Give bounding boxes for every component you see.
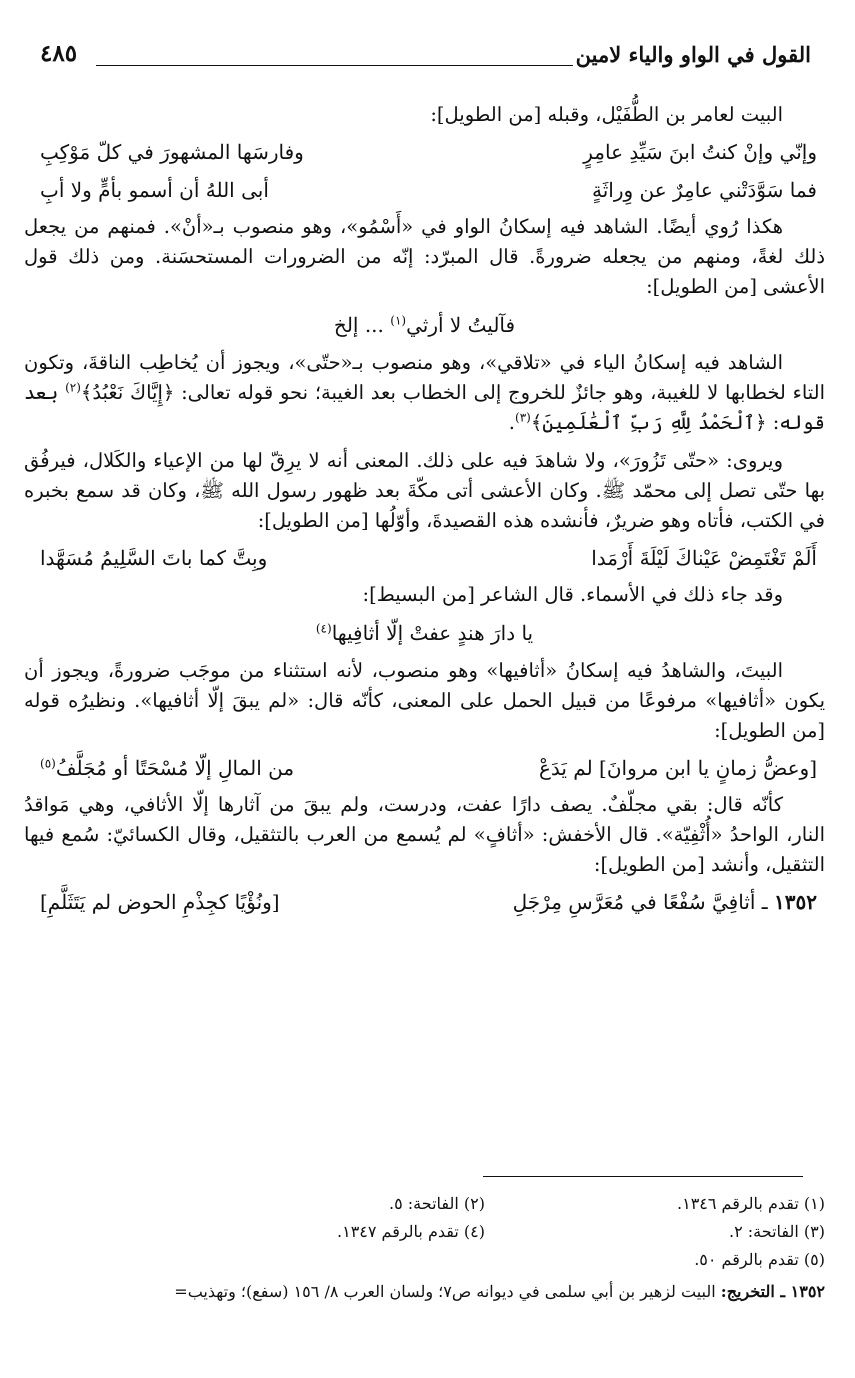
running-title: القول في الواو والياء لامين — [575, 42, 811, 67]
footnote-4: (٤) تقدم بالرقم ١٣٤٧. — [337, 1222, 485, 1241]
verse-line-3 — [40, 542, 817, 574]
verse-5-second-hemistich: [ونُؤْيًا كجِذْمِ الحوض لم يَتَثَلَّمِ] — [40, 890, 280, 914]
paragraph-3-end: . — [508, 411, 515, 434]
verse-line-2 — [40, 174, 817, 206]
footnote-row-1 — [24, 1190, 825, 1218]
takhrij-label: ١٣٥٢ ـ التخريج: — [720, 1282, 825, 1301]
quoted-hemistich-1 — [24, 308, 825, 342]
page-header — [40, 38, 811, 78]
paragraph-3 — [24, 348, 825, 438]
footnote-ref-4: (٤) — [315, 621, 332, 636]
paragraph-3-middle: بعد قوله: ﴿ٱلْحَمْدُ لِلَّهِ رَبِّ ٱلْعَٰلَمِينَ﴾ — [24, 381, 825, 434]
verse-line-4 — [40, 752, 817, 784]
verse-line-5 — [40, 886, 817, 918]
verse-4-second-hemistich — [40, 752, 294, 784]
paragraph-6: البيتَ، والشاهدُ فيه إسكانُ «أثافيها» وهو منصوب، لأنه استثناء من موجَب ضرورةً، ويجوز أن يكون «أثافيها» مرفوعًا من قبيل الحمل على المعنى، كأنّه قال: «لم يبقَ إلّا أثافيها». ونظيرُه قوله [من الطويل]: — [24, 659, 825, 742]
footnote-row-3 — [24, 1246, 825, 1274]
verse-4-first-hemistich: [وعضُّ زمانٍ يا ابن مروانَ] لم يَدَعْ — [538, 756, 817, 780]
header-rule — [96, 65, 573, 66]
paragraph-3-text: الشاهد فيه إسكانُ الياء في «تلاقي»، وهو منصوب بـ«حتّى»، ويجوز أن يُخاطِب الناقةَ، وتكون التاء لخطابها لا للغيبة، وهو جائزٌ للخروج إلى الخطاب بعد الغيبة؛ نحو قوله تعالى: ﴿إِيَّاكَ نَعْبُدُ﴾ — [24, 351, 826, 404]
verse-3-second-hemistich: وبِتَّ كما باتَ السَّلِيمُ مُسَهَّدا — [40, 546, 268, 570]
footnote-5: (٥) تقدم بالرقم ٥٠. — [694, 1250, 825, 1269]
footnote-ref-1: (١) — [390, 313, 407, 328]
paragraph-4: ويروى: «حتّى تَزُورَ»، ولا شاهدَ فيه على ذلك. المعنى أنه لا يرِقّ لها من الإعياء والكَلال، فيرفُق بها حتّى تصل إلى محمّد ﷺ. وكان الأعشى أتى مكّةَ بعد ظهور رسول الله ﷺ، وكان قد سمع بخبره في الكتب، فأتاه وهو ضريرٌ، فأنشده هذه القصيدةَ، وأوّلُها [من الطويل]: — [24, 449, 825, 532]
footnotes — [24, 1190, 825, 1306]
footnote-3: (٣) الفاتحة: ٢. — [729, 1222, 825, 1241]
verse-5-first-hemistich: ١٣٥٢ ـ أثافِيَّ سُفْعًا في مُعَرَّسِ مِرْجَلِ — [512, 890, 817, 914]
verse-1-second-hemistich: وفارسَها المشهورَ في كلّ مَوْكِبِ — [40, 140, 304, 164]
takhrij-note — [24, 1278, 825, 1306]
verse-2-second-hemistich: أبى اللهُ أن أسمو بأمٍّ ولا أبِ — [40, 178, 269, 202]
footnotes-rule — [483, 1176, 803, 1177]
footnote-row-2 — [24, 1218, 825, 1246]
footnote-2: (٢) الفاتحة: ٥. — [389, 1194, 485, 1213]
hemistich-2-text: يا دارَ هندٍ عفتْ إلّا أثافِيها — [331, 621, 534, 645]
main-text — [24, 100, 825, 924]
page-number: ٤٨٥ — [40, 40, 78, 67]
verse-2-first-hemistich: فما سَوَّدَتْني عامِرٌ عن وِراثَةٍ — [591, 178, 817, 202]
verse-line-1 — [40, 136, 817, 168]
verse-1-first-hemistich: وإنّي وإنْ كنتُ ابنَ سَيِّدِ عامِرٍ — [583, 140, 817, 164]
footnote-ref-3: (٣) — [515, 410, 531, 425]
footnote-ref-5: (٥) — [40, 756, 56, 771]
quoted-hemistich-2 — [24, 616, 825, 650]
footnote-ref-2: (٢) — [65, 380, 81, 395]
verse-number: ١٣٥٢ — [774, 890, 817, 914]
verse-5-first-text: أثافِيَّ سُفْعًا في مُعَرَّسِ مِرْجَلِ — [512, 890, 756, 914]
verse-3-first-hemistich: أَلَمْ تَغْتَمِضْ عَيْناكَ لَيْلَةَ أَرْمَدا — [591, 546, 817, 570]
paragraph-5: وقد جاء ذلك في الأسماء. قال الشاعر [من البسيط]: — [362, 583, 783, 606]
hemistich-1-text: فآليتُ لا أرثي — [406, 313, 516, 337]
paragraph-1: البيت لعامر بن الطُّفَيْل، وقبله [من الطويل]: — [430, 103, 783, 126]
paragraph-7: كأنّه قال: بقي مجلّفٌ. يصف دارًا عفت، ودرست، ولم يبقَ من آثارها إلّا الأثافي، وهي مَواقدُ النار، الواحدُ «أُثْفِيّة». قال الأخفش: «أثافٍ» لم يُسمع من العرب بالتثقيل، وقال الكسائيّ: سُمع فيها التثقيل، وأنشد [من الطويل]: — [24, 793, 825, 876]
paragraph-2: هكذا رُوي أيضًا. الشاهد فيه إسكانُ الواو في «أَسْمُو»، وهو منصوب بـ«أنْ». فمنهم من يجعل ذلك لغةً، ومنهم من يجعله ضرورةً. قال المبرّد: إنّه من الضرورات المستحسَنة. ومن ذلك قول الأعشى [من الطويل]: — [24, 215, 825, 298]
takhrij-text: البيت لزهير بن أبي سلمى في ديوانه ص٧؛ ولسان العرب ٨/ ١٥٦ (سفع)؛ وتهذيب= — [174, 1282, 721, 1301]
hemistich-1-tail: ... إلخ — [333, 313, 384, 337]
verse-4-second-text: من المالِ إلّا مُسْحَتًا أو مُجَلَّفُ — [55, 756, 295, 780]
footnote-1: (١) تقدم بالرقم ١٣٤٦. — [677, 1194, 825, 1213]
